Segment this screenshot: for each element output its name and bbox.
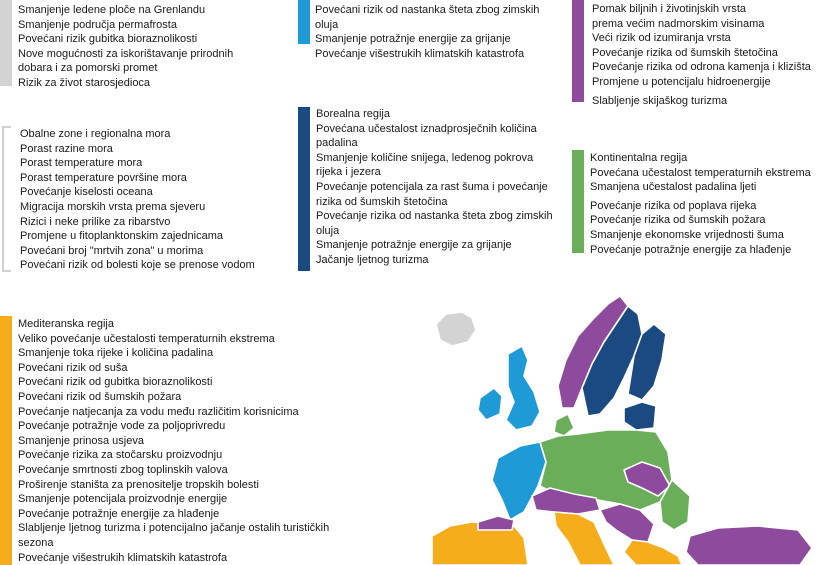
mediterranean-impact: Povećanje rizika za stočarsku proizvodnju [18, 449, 223, 462]
atlantic-impact: Smanjenje potražnje energije za grijanje [315, 33, 511, 46]
boreal-impact: Jačanje ljetnog turizma [316, 253, 429, 266]
mediterranean-impact: Povećanje potražnje vode za poljoprivredu [18, 420, 226, 433]
continental-impact: Smanjena učestalost padalina ljeti [590, 181, 757, 194]
coastal-impact: Porast temperature površine mora [20, 171, 187, 184]
continental-impact: Povećanje rizika od poplava rijeka [590, 199, 757, 212]
boreal-region-title: Borealna regija [316, 108, 390, 120]
arctic-impact: Rizik za život starosjedioca [18, 76, 151, 89]
mediterranean-impact: Smanjenje potencijala proizvodnje energije [18, 493, 228, 506]
arctic-impact: Nove mogućnosti za iskorištavanje prirodnih [18, 47, 234, 60]
mediterranean-region-title: Mediteranska regija [18, 318, 114, 330]
boreal-impact: Povećanje potencijala za rast šuma i povećanje [316, 180, 548, 193]
continental-region-block [572, 150, 825, 256]
europe-climate-regions-map [428, 290, 825, 565]
mediterranean-impact: Smanjenje toka rijeke i količina padalina [18, 347, 214, 360]
mediterranean-color-bar [0, 316, 12, 565]
coastal-impact: Obalne zone i regionalna mora [20, 128, 171, 140]
boreal-impacts-list [316, 107, 553, 268]
balkans-mountain-region [600, 504, 654, 542]
coastal-impact: Promjene u fitoplanktonskim zajednicama [20, 230, 223, 243]
mediterranean-impact: Proširenje staništa za prenositelje tropskih bolesti [18, 478, 259, 491]
denmark-continental-region [554, 414, 574, 436]
atlantic-impact: Povećanje višestrukih klimatskih katastrofa [315, 47, 525, 60]
continental-impacts-list [590, 151, 811, 257]
mediterranean-impact: Smanjenje prinosa usjeva [18, 434, 144, 447]
boreal-impact: Povećana učestalost iznadprosječnih količina [316, 122, 537, 135]
mountain-impact: prema većim nadmorskim visinama [592, 17, 765, 30]
continental-impact: Povećanje rizika od šumskih požara [590, 214, 766, 227]
coastal-impact: Porast razine mora [20, 142, 113, 155]
balkans-mediterranean-region [624, 540, 682, 565]
coastal-impact: Povećanje kiselosti oceana [20, 186, 153, 199]
continental-region-title: Kontinentalna regija [590, 152, 688, 164]
mountain-impact: Povećanje rizika od šumskih štetočina [592, 46, 778, 59]
coastal-impact: Migracija morskih vrsta prema sjeveru [20, 200, 206, 213]
mountain-impact: Promjene u potencijalu hidroenergije [592, 75, 771, 88]
mediterranean-impact: Povećanje natjecanja za vodu među različitim korisnicima [18, 405, 299, 418]
turkey-mountain-region [686, 526, 812, 565]
mountain-impact: Slabljenje skijaškog turizma [592, 94, 728, 107]
mountain-impacts-list [592, 2, 811, 108]
boreal-impact: oluja [316, 224, 340, 237]
mountain-impact: Veći rizik od izumiranja vrsta [592, 32, 731, 45]
atlantic-region-block [298, 0, 558, 60]
mediterranean-impact: Povećanje smrtnosti zbog toplinskih valova [18, 463, 228, 476]
mediterranean-impact: Povećani rizik od šumskih požara [18, 390, 182, 403]
coastal-impacts-list [20, 127, 255, 273]
arctic-impact: Smanjenje ledene ploče na Grenlandu [18, 4, 206, 16]
atlantic-impact: Povećani rizik od nastanka šteta zbog zimskih [315, 4, 540, 16]
mediterranean-impact: Slabljenje ljetnog turizma i potencijalno jačanje ostalih turističkih [18, 522, 330, 535]
boreal-impact: padalina [316, 137, 358, 150]
continental-color-bar [572, 150, 584, 253]
coastal-impact: Rizici i neke prilike za ribarstvo [20, 215, 171, 228]
coastal-region-block [0, 126, 290, 272]
arctic-impacts-list [18, 3, 233, 91]
continental-impact: Smanjenje ekonomske vrijednosti šuma [590, 228, 784, 241]
britain-atlantic-region [506, 346, 540, 430]
arctic-impact: Povećani rizik gubitka bioraznolikosti [18, 33, 198, 46]
mediterranean-impacts-list [18, 317, 329, 565]
boreal-impact: Povećanje rizika od nastanka šteta zbog zimskih [316, 210, 553, 223]
arctic-region-block [0, 0, 290, 89]
boreal-impact: rijeka i jezera [316, 166, 381, 179]
atlantic-impact: oluja [315, 18, 339, 31]
mediterranean-impact: Povećani rizik od suša [18, 361, 128, 374]
boreal-region-block [298, 107, 568, 271]
arctic-impact: Smanjenje područja permafrosta [18, 18, 177, 31]
mountain-region-block [572, 0, 825, 107]
baltic-boreal-region [624, 402, 656, 430]
boreal-impact: rizika od šumskih štetočina [316, 195, 448, 208]
mediterranean-region-block [0, 316, 340, 565]
arctic-impact: dobara i za pomorski promet [18, 62, 158, 75]
mountain-impact: Povećanje rizika od odrona kamenja i klizišta [592, 61, 811, 74]
continental-impact: Povećana učestalost temperaturnih ekstrema [590, 166, 811, 179]
ireland-atlantic-region [478, 388, 502, 420]
arctic-color-bar [0, 0, 12, 86]
mediterranean-impact: Veliko povećanje učestalosti temperaturnih ekstrema [18, 332, 275, 345]
mediterranean-impact: Povećani rizik od gubitka bioraznolikosti [18, 376, 213, 389]
mediterranean-impact: Povećanje višestrukih klimatskih katastrofa [18, 551, 228, 564]
mediterranean-impact: Povećanje potražnje energije za hlađenje [18, 507, 220, 520]
coastal-impact: Povećani rizik od bolesti koje se prenose vodom [20, 259, 255, 272]
coastal-impact: Povećani broj "mrtvih zona" u morima [20, 244, 204, 257]
boreal-impact: Smanjenje količine snijega, ledenog pokrova [316, 151, 534, 164]
atlantic-color-bar [298, 0, 310, 44]
mountain-color-bar [572, 0, 584, 102]
coastal-color-bar [2, 126, 11, 272]
pyrenees-mountain-region [478, 516, 514, 530]
iceland-arctic-region [436, 312, 476, 346]
atlantic-impacts-list [315, 3, 539, 61]
boreal-impact: Smanjenje potražnje energije za grijanje [316, 239, 512, 252]
mountain-impact: Pomak biljnih i životinjskih vrsta [592, 3, 747, 15]
mediterranean-impact: sezona [18, 536, 54, 549]
continental-impact: Povećanje potražnje energije za hlađenje [590, 243, 792, 256]
boreal-color-bar [298, 107, 310, 271]
coastal-impact: Porast temperature mora [20, 157, 143, 170]
